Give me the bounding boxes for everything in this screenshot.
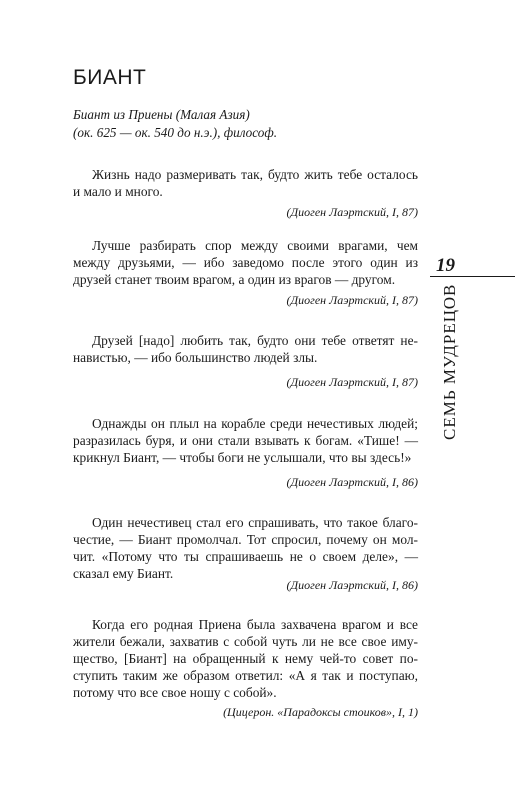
quote-line: Лучше разбирать спор между своими врагами, чем [92,238,418,253]
quote-line: Однажды он плыл на корабле среди нечестивых людей; [92,416,418,431]
quote-line: щество, [Биант] на обращенный к нему чей-то совет по- [73,651,418,666]
quote-line: крикнул Биант, — чтобы боги не услышали, что вы здесь!» [73,450,412,465]
quote-line: друзей станет твоим врагом, а один из врагов — другом. [73,272,396,287]
quote-line: сказал ему Биант. [73,566,174,581]
quote-1 [73,166,418,200]
quote-line: навистью, — ибо большинство людей злы. [73,350,318,365]
chapter-heading: БИАНТ [73,66,147,89]
quote-2 [73,237,418,288]
quote-line: разразилась буря, и они стали взывать к богам. «Тише! — [73,433,418,448]
quote-4 [73,415,418,466]
quote-source: (Цицерон. «Парадоксы стоиков», I, 1) [223,705,418,719]
subtitle-line-2: (ок. 625 — ок. 540 до н.э.), философ. [73,125,278,140]
quote-line: Когда его родная Приена была захвачена врагом и все [92,617,418,632]
quote-3 [73,332,418,366]
quote-source: (Диоген Лаэртский, I, 87) [286,375,418,389]
running-title: СЕМЬ МУДРЕЦОВ [440,283,459,440]
quote-source: (Диоген Лаэртский, I, 87) [286,293,418,307]
quote-6 [73,616,418,701]
subtitle-line-1: Биант из Приены (Малая Азия) [73,107,250,122]
quote-line: Жизнь надо размеривать так, будто жить тебе осталось [92,167,418,182]
page-number: 19 [436,255,455,276]
quote-line: и мало и много. [73,184,163,199]
quote-5 [73,514,418,582]
quote-line: жители бежали, захватив с собой чуть ли не все свое иму- [73,634,418,649]
quote-source: (Диоген Лаэртский, I, 87) [286,205,418,219]
quote-line: Друзей [надо] любить так, будто они тебе ответят не- [92,333,418,348]
quote-line: потому что все свое ношу с собой». [73,685,277,700]
quote-line: между друзьями, — ибо заведомо после этого один из [73,255,418,270]
quote-line: Один нечестивец стал его спрашивать, что такое благо- [92,515,418,530]
quote-source: (Диоген Лаэртский, I, 86) [286,475,418,489]
quote-source: (Диоген Лаэртский, I, 86) [286,578,418,592]
subtitle [73,106,277,142]
quote-line: ступить таким же образом ответил: «А я так и поступаю, [73,668,418,683]
quote-line: чит. «Потому что ты спрашиваешь не о своем деле», — [73,549,418,564]
quote-line: честие, — Биант промолчал. Тот спросил, почему он мол- [73,532,418,547]
